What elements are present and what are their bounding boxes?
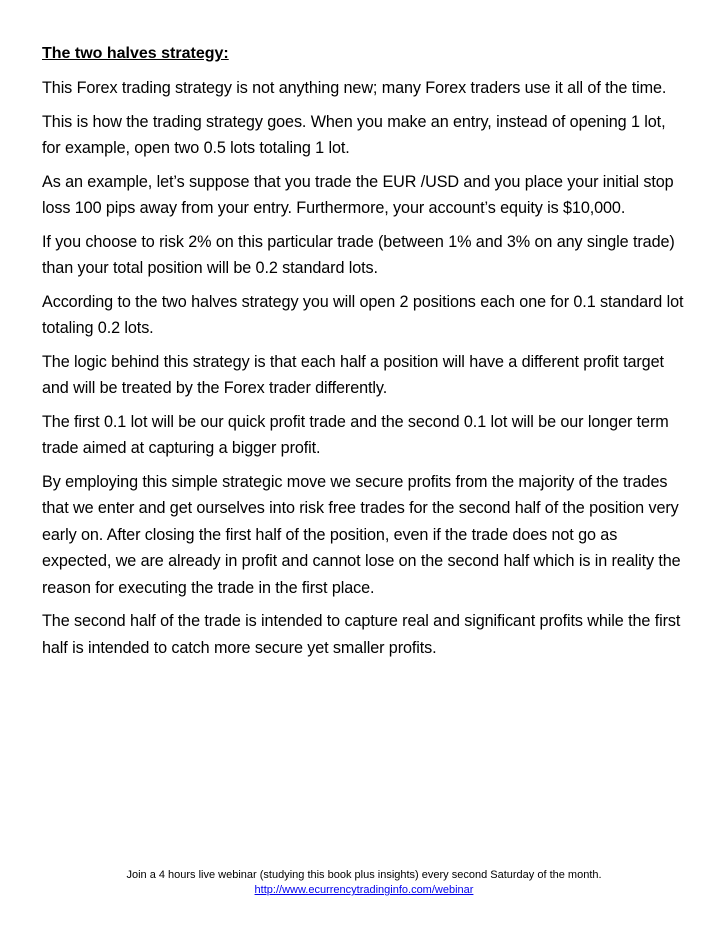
paragraph: This is how the trading strategy goes. When you make an entry, instead of opening 1 lot, for example, open two 0.5 lots totaling 1 lot. xyxy=(42,112,666,157)
paragraph: By employing this simple strategic move we secure profits from the majority of the trades that we enter and get ourselves into risk free trades for the second half of the position very early on. After closing the first half of the position, even if the trade does not go as expected, we are already in profit and cannot lose on the second half which is in reality the reason for executing the trade in the first place. xyxy=(42,472,681,597)
paragraph: If you choose to risk 2% on this particular trade (between 1% and 3% on any single trade) than your total position will be 0.2 standard lots. xyxy=(42,232,675,277)
paragraph: The first 0.1 lot will be our quick profit trade and the second 0.1 lot will be our longer term trade aimed at capturing a bigger profit. xyxy=(42,412,669,457)
document-body xyxy=(42,41,686,668)
paragraph: According to the two halves strategy you will open 2 positions each one for 0.1 standard lot totaling 0.2 lots. xyxy=(42,292,684,337)
page-footer xyxy=(0,868,728,898)
section-heading: The two halves strategy: xyxy=(42,45,229,62)
webinar-link[interactable]: http://www.ecurrencytradinginfo.com/webinar xyxy=(254,884,474,896)
footer-text: Join a 4 hours live webinar (studying this book plus insights) every second Saturday of the month. xyxy=(126,869,602,881)
paragraph: This Forex trading strategy is not anything new; many Forex traders use it all of the time. xyxy=(42,79,667,97)
paragraph: As an example, let’s suppose that you trade the EUR /USD and you place your initial stop loss 100 pips away from your entry. Furthermore, your account’s equity is $10,000. xyxy=(42,172,674,217)
paragraph: The second half of the trade is intended to capture real and significant profits while the first half is intended to catch more secure yet smaller profits. xyxy=(42,612,681,657)
paragraph: The logic behind this strategy is that each half a position will have a different profit target and will be treated by the Forex trader differently. xyxy=(42,352,664,397)
